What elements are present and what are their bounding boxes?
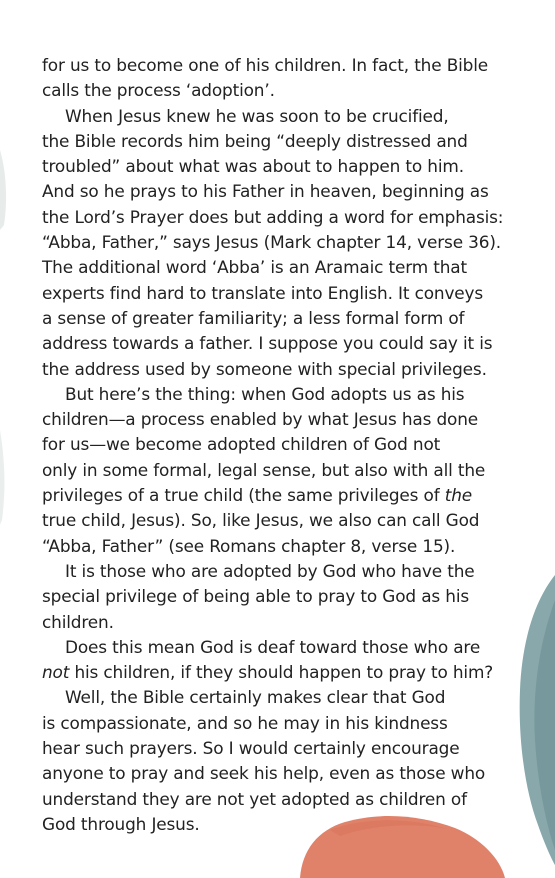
line-text: “Abba, Father” (see Romans chapter 8, verse 15). — [42, 535, 456, 556]
text-line — [42, 685, 522, 710]
text-line — [42, 483, 522, 508]
text-line — [42, 458, 522, 483]
line-text: It is those who are adopted by God who have the — [65, 560, 475, 581]
line-text: Does this mean God is deaf toward those who are — [65, 636, 481, 657]
text-line — [42, 635, 522, 660]
line-text: And so he prays to his Father in heaven, beginning as — [42, 181, 489, 202]
text-line — [42, 53, 522, 78]
text-line — [42, 559, 522, 584]
text-line — [42, 711, 522, 736]
text-line — [42, 230, 522, 255]
line-text: “Abba, Father,” says Jesus (Mark chapter 14, verse 36). — [42, 232, 502, 253]
text-line — [42, 205, 522, 230]
line-text: But here’s the thing: when God adopts us as his — [65, 383, 465, 404]
body-text — [42, 53, 522, 837]
line-text: children—a process enabled by what Jesus has done — [42, 409, 479, 430]
text-line — [42, 736, 522, 761]
text-line — [42, 306, 522, 331]
text-line — [42, 584, 522, 609]
line-text: The additional word ‘Abba’ is an Aramaic term that — [42, 257, 467, 278]
line-text: a sense of greater familiarity; a less formal form of — [42, 307, 465, 328]
line-text: Well, the Bible certainly makes clear that God — [65, 687, 446, 708]
text-line — [42, 331, 522, 356]
text-line — [42, 255, 522, 280]
text-line — [42, 660, 522, 685]
line-text: understand they are not yet adopted as children of — [42, 788, 467, 809]
text-line — [42, 432, 522, 457]
text-line — [42, 281, 522, 306]
text-line — [42, 104, 522, 129]
text-line — [42, 179, 522, 204]
line-text: special privilege of being able to pray to God as his — [42, 586, 470, 607]
line-text: God through Jesus. — [42, 813, 200, 834]
text-line — [42, 534, 522, 559]
line-text: true child, Jesus). So, like Jesus, we also can call God — [42, 510, 480, 531]
line-text: his children, if they should happen to pray to him? — [69, 662, 494, 683]
text-line — [42, 508, 522, 533]
line-text: privileges of a true child (the same privileges of — [42, 485, 445, 506]
line-text: is compassionate, and so he may in his kindness — [42, 712, 448, 733]
italic-word: the — [444, 485, 473, 506]
text-line — [42, 761, 522, 786]
line-text: experts find hard to translate into English. It conveys — [42, 282, 484, 303]
text-line — [42, 407, 522, 432]
line-text: for us to become one of his children. In fact, the Bible — [42, 55, 489, 75]
line-text: for us—we become adopted children of God not — [42, 434, 441, 455]
line-text: When Jesus knew he was soon to be crucified, — [65, 105, 449, 126]
line-text: anyone to pray and seek his help, even as those who — [42, 763, 486, 784]
text-line — [42, 787, 522, 812]
line-text: hear such prayers. So I would certainly encourage — [42, 738, 460, 759]
line-text: only in some formal, legal sense, but also with all the — [42, 459, 486, 480]
line-text: address towards a father. I suppose you could say it is — [42, 333, 493, 354]
line-text: children. — [42, 611, 114, 632]
text-line — [42, 78, 522, 103]
text-line — [42, 812, 522, 837]
line-text: the Bible records him being “deeply distressed and — [42, 130, 468, 151]
text-line — [42, 382, 522, 407]
text-line — [42, 129, 522, 154]
text-line — [42, 154, 522, 179]
italic-word: not — [42, 662, 70, 683]
line-text: the address used by someone with special privileges. — [42, 358, 487, 379]
text-line — [42, 357, 522, 382]
line-text: calls the process ‘adoption’. — [42, 80, 275, 101]
line-text: troubled” about what was about to happen to him. — [42, 156, 464, 177]
line-text: the Lord’s Prayer does but adding a word for emphasis: — [42, 206, 504, 227]
text-line — [42, 610, 522, 635]
